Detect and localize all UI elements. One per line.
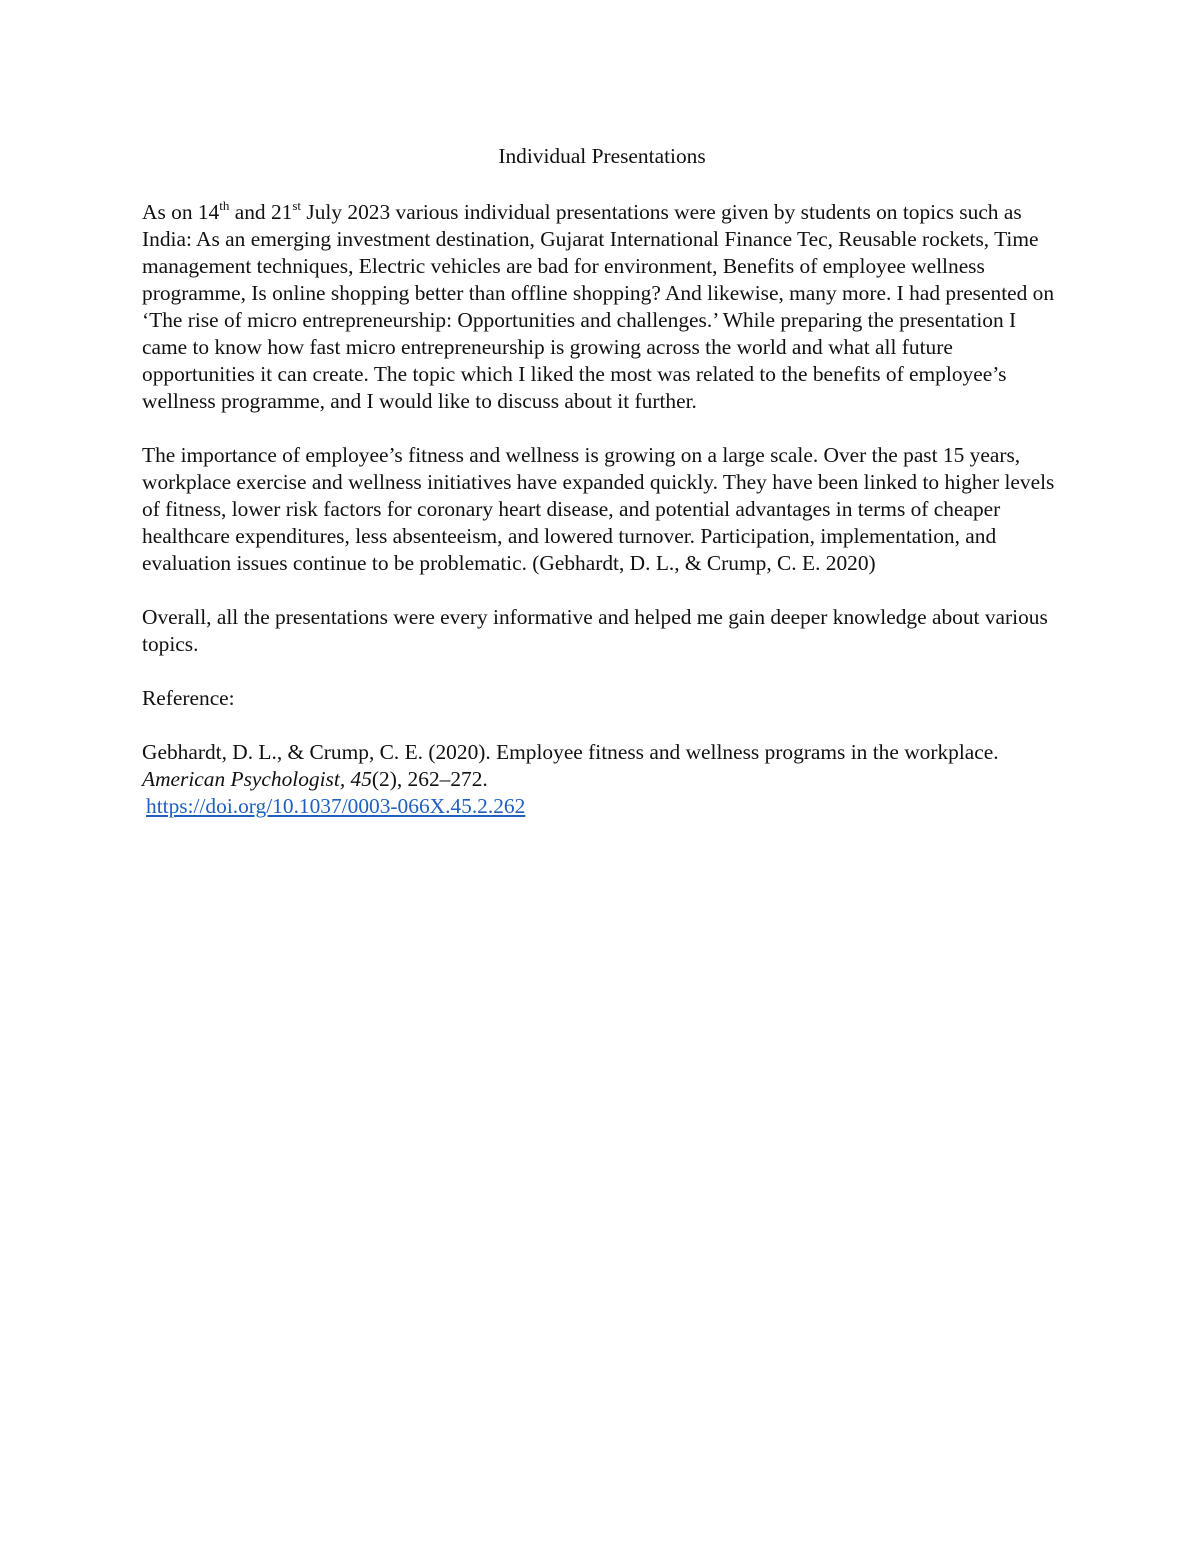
reference-issue-pages: (2), 262–272. [371, 767, 488, 791]
intro-text-3: July 2023 various individual presentations were given by students on topics such as India: As an emerging investment destination, Gujarat International Finance Tec, Reusable rockets, Time management techniques, Electric vehicles are bad for environment, Benefits of employee wellness programme, Is online shopping better than offline shopping? And likewise, many more. I had presented on ‘The rise of micro entrepreneurship: Opportunities and challenges.’ While preparing the presentation I came to know how fast micro entrepreneurship is growing across the world and what all future opportunities it can create. The topic which I liked the most was related to the benefits of employee’s wellness programme, and I would like to discuss about it further. [142, 200, 1055, 413]
conclusion-paragraph: Overall, all the presentations were every informative and helped me gain deeper knowledge about various topics. [142, 605, 1048, 656]
document-title: Individual Presentations [498, 144, 706, 168]
ordinal-suffix-th: th [219, 197, 230, 213]
ordinal-suffix-st: st [292, 197, 302, 213]
reference-entry [142, 739, 1062, 820]
intro-text-1: As on 14 [142, 200, 220, 224]
reference-authors: Gebhardt, D. L., & Crump, C. E. (2020). Employee fitness and wellness programs in the workplace. [142, 740, 999, 764]
intro-paragraph [142, 199, 1062, 415]
intro-text-2: and 21 [229, 200, 293, 224]
doi-link[interactable]: https://doi.org/10.1037/0003-066X.45.2.262 [146, 794, 526, 818]
document-body [142, 140, 1062, 847]
wellness-paragraph: The importance of employee’s fitness and wellness is growing on a large scale. Over the past 15 years, workplace exercise and wellness initiatives have expanded quickly. They have been linked to higher levels of fitness, lower risk factors for coronary heart disease, and potential advantages in terms of cheaper healthcare expenditures, less absenteeism, and lowered turnover. Participation, implementation, and evaluation issues continue to be problematic. (Gebhardt, D. L., & Crump, C. E. 2020) [142, 443, 1055, 575]
reference-journal: American Psychologist, 45 [142, 767, 372, 791]
reference-heading: Reference: [142, 686, 235, 710]
